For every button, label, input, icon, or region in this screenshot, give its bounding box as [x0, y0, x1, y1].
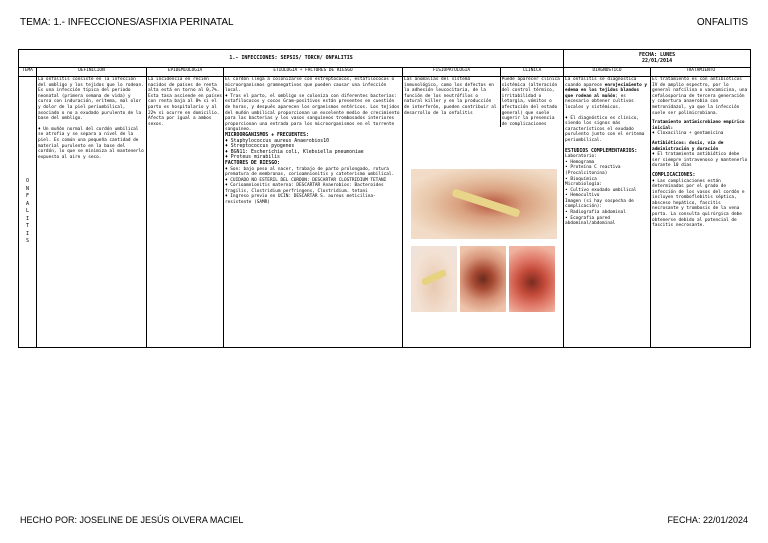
- tema-letter: S: [25, 238, 29, 245]
- etiologia-text: El cordón llega a colonizarse con estreptococos, estafilococos o microorganismos gramnegativos que pueden causar una infección local.: [225, 77, 395, 94]
- tratamiento-text: El tratamiento es con antibióticos IV de amplio espectro, por lo general nafcilina o vancomicina, una cefalosporina de tercera generación y cobertura anaerobia con metronidazol, ya que la infección suele ser polimicrobiana.: [652, 77, 748, 116]
- tratamiento-empirico-item: ♦ Cloxacilina + gentamicina: [652, 131, 724, 137]
- col-header-fisiopatologia: FISIOPATOLOGÍA: [403, 68, 501, 77]
- estudio-line: • Hemocultivo: [565, 193, 600, 199]
- estudio-line: Laboratorio:: [565, 154, 597, 160]
- footer-date: FECHA: 22/01/2024: [667, 515, 748, 525]
- tema-cell: [19, 77, 37, 348]
- tratamiento-cell: [651, 77, 751, 348]
- tema-letter: L: [25, 208, 29, 215]
- tema-vertical-text: [20, 178, 35, 246]
- table-title: 1.- INFECCIONES: SEPSIS/ TORCH/ ONFALITIS: [19, 50, 564, 68]
- tema-letter: I: [25, 230, 29, 237]
- microorganisms-heading: MICROORGANISMOS + FRECUENTES:: [225, 132, 309, 138]
- clinica-text: Puede aparecer clínica sistémica (alteración del control térmico, irritabilidad o letargia, vómitos o afectación del estado general) que suele sugerir la presencia de complicaciones: [500, 77, 562, 127]
- col-header-diagnostico: DIAGNOSTICO: [564, 68, 651, 77]
- col-header-tema: TEMA: [19, 68, 37, 77]
- diagnostico-clinical: ♦ El diagnóstico es clínico, siendo los signos más característicos el exudado purulento junto con el eritema periumbilical.: [565, 115, 645, 143]
- fisiopatologia-text: Las anomalías del sistema inmunológico, como los defectos en la adhesión leucocitaria, de la función de los neutrófilos o natural killer y en la producción de interferón, pueden contribuir al desarrollo de la onfalitis: [404, 77, 497, 116]
- estudio-line: • Ecografía pared abdominal/abdominal: [565, 215, 616, 227]
- etiologia-cell: [224, 77, 403, 348]
- microorganism-item: ♦ Proteus mirabilis: [225, 155, 280, 161]
- col-header-clinica: CLINICA: [501, 68, 564, 77]
- tema-letter: T: [25, 223, 29, 230]
- tratamiento-dosis-item: ♦ El tratamiento antibiótico debe ser siempre intravenoso y mantenerlo durante 10 días: [652, 152, 748, 169]
- tratamiento-dosis-heading: Antibióticos: dosis, vía de administración y duración: [652, 140, 724, 152]
- estudio-line: • Radiografía abdominal: [565, 210, 626, 216]
- col-header-tratamiento: TRATAMIENTO: [651, 68, 751, 77]
- study-table: [18, 49, 751, 348]
- definicion-note: ♦ Un muñón normal del cordón umbilical se atrofia y se separa a nivel de la piel. Es común una pequeña cantidad de material purulento en la base del cordón, lo que se minimiza al mantenerlo expuesto al aire y seco.: [38, 126, 144, 160]
- risk-factor-item: ♦ Corioamnionitis materna: DESCARTAR Anaerobios: Bacteroides fragilis, Clostridium perfringens, Clostridium. tetani: [225, 183, 384, 194]
- date-weekday: FECHA: LUNES: [638, 51, 676, 58]
- definicion-text: La onfalitis consiste en la infección del ombligo y los tejidos que lo rodean. Es una infección típica del periodo neonatal (primera semana de vida) y cursa con induración, eritema, mal olor y dolor de la piel periumbilical, asociado o no a exudado purulento de la base del ombligo.: [38, 77, 144, 122]
- col-header-etiologia: ETIOLOGÍA + FACTORES DE RIESGO: [224, 68, 403, 77]
- estudio-line: Microbiología:: [565, 182, 603, 188]
- estudio-line: • Proteína C reactiva (Procalcitonina): [565, 165, 621, 176]
- tema-letter: A: [25, 200, 29, 207]
- page-header-subject: ONFALITIS: [696, 17, 748, 28]
- risk-factor-item: ♦ Ingreso previo en UCIN: DESCARTAR S. aureus meticilina-resistente (SAMR): [225, 194, 376, 206]
- estudios-heading: ESTUDIOS COMPLEMENTARIOS:: [565, 148, 638, 154]
- estudio-line: • Bioquímica: [565, 176, 597, 182]
- tema-letter: N: [25, 185, 29, 192]
- omphalitis-erythema-photo: [509, 246, 555, 312]
- definicion-cell: [37, 77, 147, 348]
- umbilical-clamp-photo: [411, 169, 557, 239]
- estudio-line: Imagen (si hay sospecha de complicación):: [565, 198, 634, 210]
- footer-author: HECHO POR: JOSELINE DE JESÚS OLVERA MACIEL: [20, 515, 244, 525]
- microorganism-item: ♦ Streptococcus pyogenes: [225, 144, 295, 150]
- omphalitis-photo: [460, 246, 506, 312]
- page-header-topic: TEMA: 1.- INFECCIONES/ASFIXIA PERINATAL: [20, 17, 234, 28]
- diagnostico-key-signs: enrojecimiento y edema en los tejidos blandos que rodean al muñón: [565, 82, 647, 99]
- date-value: 22/01/2014: [641, 57, 673, 64]
- epidemiologia-cell: [147, 77, 224, 348]
- diagnostico-cultures: ; es necesario obtener cultivos locales y sistémicos.: [565, 93, 634, 110]
- umbilical-stump-photo: [411, 246, 457, 312]
- table-date: [564, 50, 751, 68]
- complicaciones-heading: COMPLICACIONES:: [652, 172, 696, 178]
- risk-factors-heading: FACTORES DE RIESGO:: [225, 160, 280, 166]
- diagnostico-text: [565, 77, 649, 111]
- complicaciones-item: ♦ Las complicaciones están determinadas por el grado de infección de los vasos del cordón e incluyen tromboflebitis séptica, absceso hepático, fascitis necrosante y trombosis de la vena porta. La consulta quirúrgica debe obtenerse debido al potencial de fascitis necrosante.: [652, 178, 745, 229]
- epidemiologia-text: La incidencia en recién nacidos de países de renta alta está en torno al 0,7%. Esta tasa asciende en países con renta baja al 8% si el parto es hospitalario y al 22% si ocurre en domicilio. Afecta por igual a ambos sexos.: [148, 77, 223, 127]
- risk-factor-item: ♦ CUIDADO NO ESTERIL DEL CORDON: DESCARTAR CLOSTRIDIUM TETANI: [225, 177, 387, 183]
- estudio-line: • Cultivo exudado umbilical: [565, 187, 637, 193]
- microorganism-item: ♦ BGN11: Escherichia coli, Klebsiella pneumoniae: [225, 149, 364, 155]
- col-header-epidemiologia: EPIDEMIOLOGÍA: [147, 68, 224, 77]
- tema-letter: I: [25, 215, 29, 222]
- diagnostico-intro: La onfalitis se diagnostica cuando aparece: [565, 77, 637, 88]
- tema-letter: F: [25, 193, 29, 200]
- diagnostico-cell: [564, 77, 651, 348]
- risk-factor-item: ♦ Son: bajo peso al nacer, trabajo de parto prolongado, rotura prematura de membranas, corioamnionitis y cateterismo umbilical.: [225, 166, 395, 178]
- estudio-line: • Hemograma: [565, 159, 595, 165]
- fisio-clinica-cell: [403, 77, 564, 348]
- col-header-definicion: DEFINICIÓN: [37, 68, 147, 77]
- etiologia-detail: ♦ Tras el parto, el ombligo se coloniza con diferentes bacterias: estafilococos y cocos Gram-positivos están presentes en cuestión de horas, y después aparecen los organismos entéricos. Los tejidos del muñón umbilical proporcionan un excelente medio de crecimiento para las bacterias y los vasos sanguíneos trombosados interiores proporcionan una entrada para los microorganismos en el torrente sanguíneo.: [225, 93, 400, 133]
- tema-letter: O: [25, 178, 29, 185]
- tratamiento-empirico-heading: Tratamiento antimicrobiano empírico inicial:: [652, 120, 745, 131]
- microorganism-item: ♦ Staphylococcus aureus Anaerobios10: [225, 138, 329, 144]
